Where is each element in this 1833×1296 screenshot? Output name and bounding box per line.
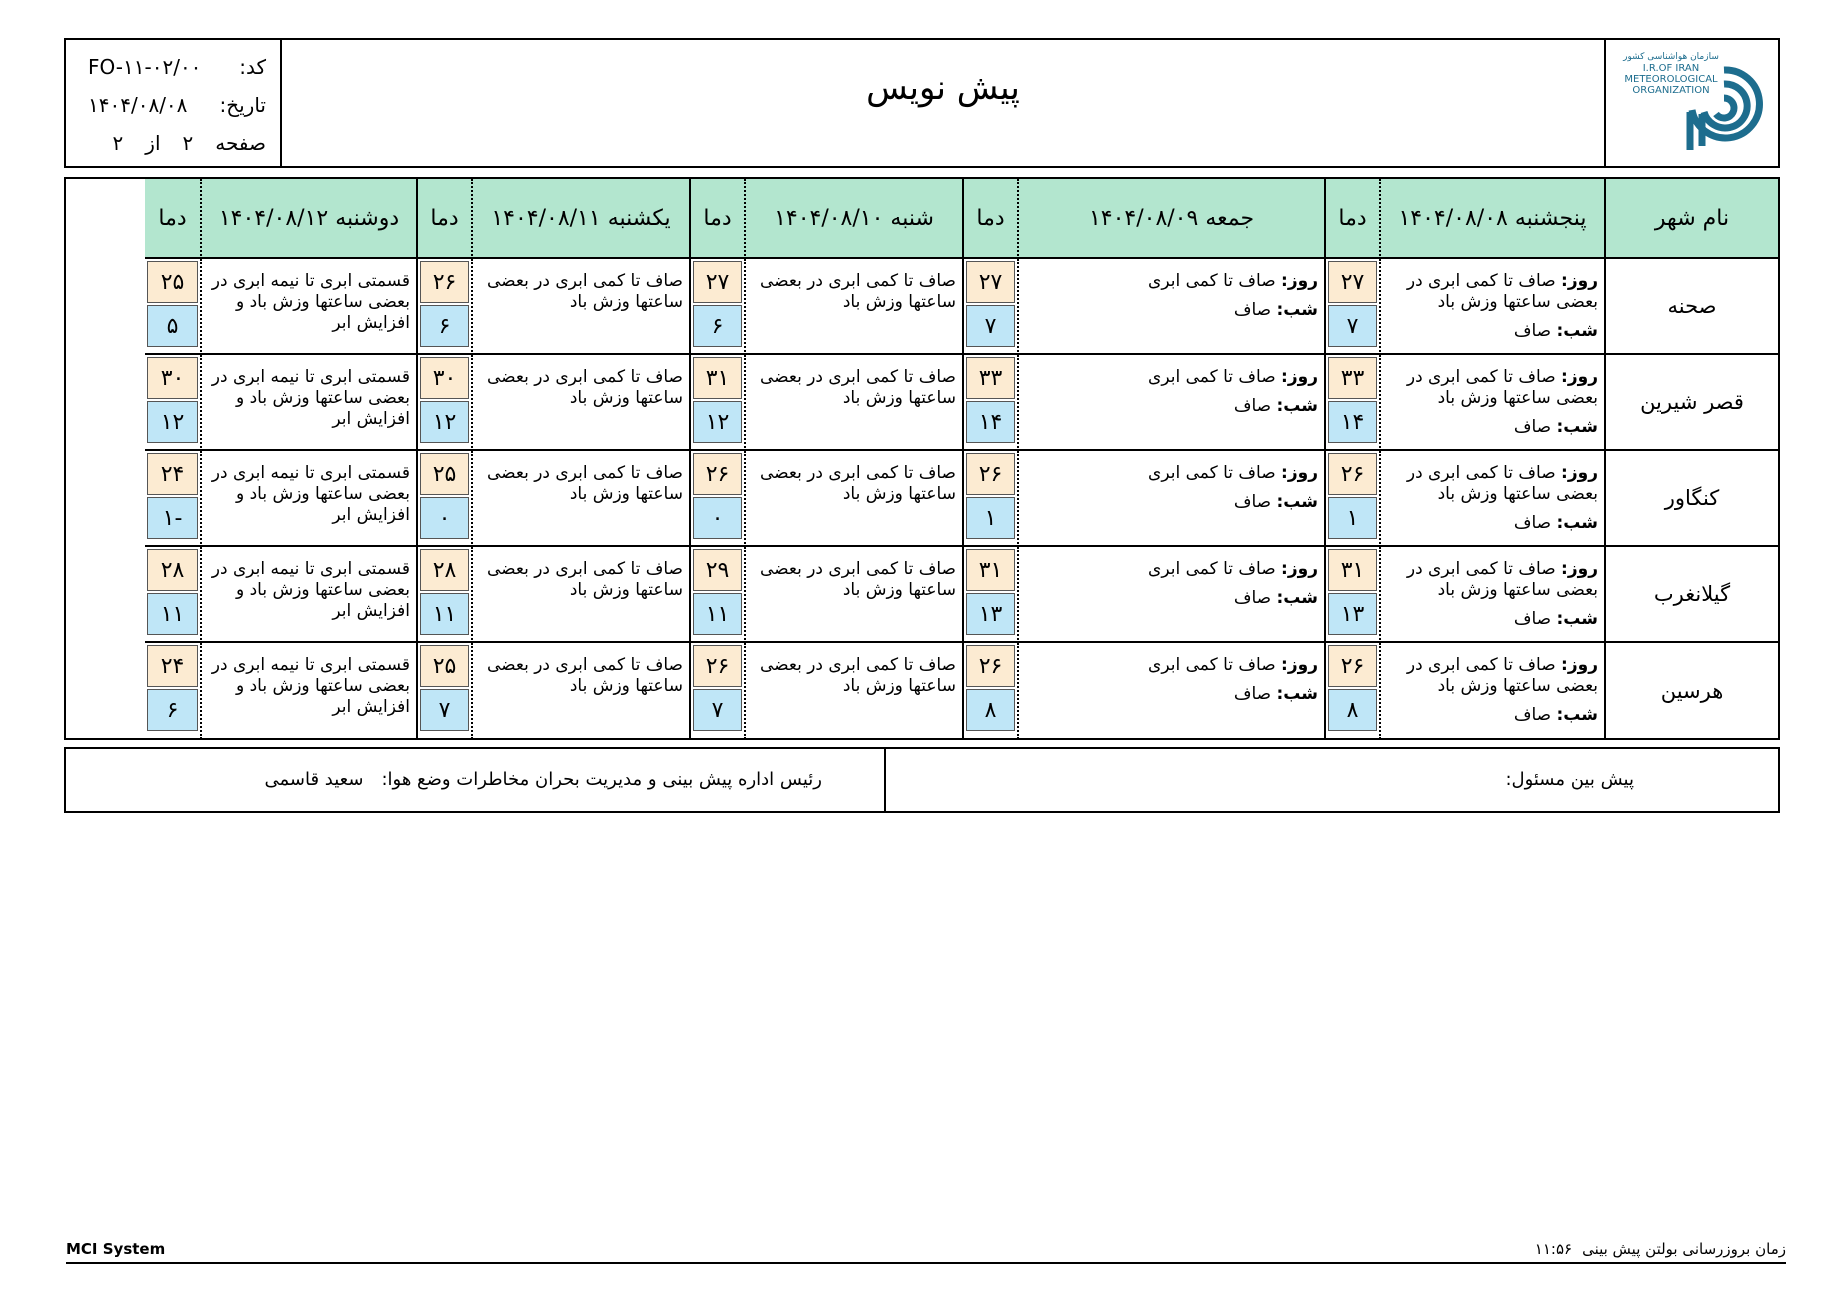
day-forecast: صاف تا کمی ابری در بعضی ساعتها وزش باد bbox=[471, 355, 689, 451]
night-condition-text: صاف bbox=[1233, 684, 1272, 704]
day-forecast bbox=[1379, 547, 1604, 643]
min-temperature: ۱۴ bbox=[1328, 401, 1377, 443]
page-total: ۲ bbox=[112, 131, 124, 155]
temperature-cell bbox=[1324, 643, 1379, 739]
day-condition bbox=[1389, 367, 1598, 409]
day-condition-text: صاف تا کمی ابری در بعضی ساعتها وزش باد bbox=[1406, 559, 1598, 600]
night-condition-text: صاف bbox=[1513, 513, 1552, 533]
night-condition bbox=[1027, 396, 1318, 417]
max-temperature: ۲۴ bbox=[147, 645, 198, 687]
organization-logo bbox=[1604, 40, 1778, 166]
max-temperature: ۳۳ bbox=[1328, 357, 1377, 399]
day-condition-text: صاف تا کمی ابری در بعضی ساعتها وزش باد bbox=[1406, 367, 1598, 408]
max-temperature: ۲۹ bbox=[693, 549, 742, 591]
night-label: شب: bbox=[1276, 588, 1318, 608]
day-forecast bbox=[1379, 259, 1604, 355]
min-temperature: ۱۱ bbox=[420, 593, 469, 635]
temperature-cell bbox=[145, 547, 200, 643]
max-temperature: ۳۱ bbox=[966, 549, 1015, 591]
page-indicator bbox=[88, 124, 266, 162]
night-condition bbox=[1389, 513, 1598, 534]
temperature-cell bbox=[1324, 547, 1379, 643]
night-condition bbox=[1027, 684, 1318, 705]
temperature-cell bbox=[1324, 259, 1379, 355]
night-condition-text: صاف bbox=[1513, 417, 1552, 437]
night-label: شب: bbox=[1276, 396, 1318, 416]
code-label: کد: bbox=[239, 55, 266, 79]
date-label: ۱۴۰۴/۰۸/۱۲ bbox=[218, 205, 329, 231]
city-name: قصر شیرین bbox=[1604, 355, 1778, 451]
min-temperature: ۱۱ bbox=[147, 593, 198, 635]
night-condition bbox=[1027, 588, 1318, 609]
day-column-header bbox=[1379, 179, 1604, 259]
day-condition bbox=[1027, 463, 1318, 484]
night-condition-text: صاف bbox=[1513, 705, 1552, 725]
day-condition-text: صاف تا کمی ابری bbox=[1148, 463, 1276, 483]
night-condition-text: صاف bbox=[1513, 321, 1552, 341]
day-forecast bbox=[1017, 547, 1324, 643]
temperature-cell bbox=[1324, 355, 1379, 451]
weekday-label: پنجشنبه bbox=[1514, 205, 1587, 231]
page-of: از bbox=[145, 131, 161, 155]
temperature-cell bbox=[145, 355, 200, 451]
night-label: شب: bbox=[1276, 684, 1318, 704]
min-temperature: ۱۴ bbox=[966, 401, 1015, 443]
temperature-cell bbox=[962, 451, 1017, 547]
day-condition-text: صاف تا کمی ابری در بعضی ساعتها وزش باد bbox=[1406, 463, 1598, 504]
max-temperature: ۳۱ bbox=[693, 357, 742, 399]
day-condition bbox=[1027, 271, 1318, 292]
temperature-cell bbox=[962, 643, 1017, 739]
max-temperature: ۳۰ bbox=[147, 357, 198, 399]
night-label: شب: bbox=[1556, 513, 1598, 533]
date-label: ۱۴۰۴/۰۸/۰۸ bbox=[1398, 205, 1508, 231]
day-label: روز: bbox=[1561, 463, 1598, 483]
day-column-header bbox=[200, 179, 416, 259]
logo-text-en-2: METEOROLOGICAL bbox=[1624, 74, 1718, 85]
weekday-label: جمعه bbox=[1205, 205, 1255, 231]
day-label: روز: bbox=[1281, 463, 1318, 483]
date-label: ۱۴۰۴/۰۸/۱۰ bbox=[774, 205, 884, 231]
day-label: روز: bbox=[1281, 271, 1318, 291]
date-value: ۱۴۰۴/۰۸/۰۸ bbox=[88, 93, 188, 117]
night-condition bbox=[1027, 300, 1318, 321]
night-condition bbox=[1389, 321, 1598, 342]
max-temperature: ۲۸ bbox=[420, 549, 469, 591]
spiral-logo-icon bbox=[1680, 50, 1768, 158]
temperature-cell bbox=[1324, 451, 1379, 547]
department-head-name: سعید قاسمی bbox=[264, 769, 364, 790]
day-label: روز: bbox=[1561, 271, 1598, 291]
day-condition-text: صاف تا کمی ابری در بعضی ساعتها وزش باد bbox=[1406, 271, 1598, 312]
day-column-header bbox=[471, 179, 689, 259]
max-temperature: ۲۵ bbox=[147, 261, 198, 303]
temperature-cell bbox=[416, 451, 471, 547]
min-temperature: ۶ bbox=[420, 305, 469, 347]
min-temperature: ۰ bbox=[420, 497, 469, 539]
day-column-header bbox=[1017, 179, 1324, 259]
day-condition-text: صاف تا کمی ابری در بعضی ساعتها وزش باد bbox=[1406, 655, 1598, 696]
day-forecast bbox=[1379, 643, 1604, 739]
max-temperature: ۳۰ bbox=[420, 357, 469, 399]
max-temperature: ۲۷ bbox=[966, 261, 1015, 303]
city-column-header: نام شهر bbox=[1604, 179, 1778, 259]
page-footer bbox=[66, 1238, 1786, 1264]
day-label: روز: bbox=[1281, 655, 1318, 675]
day-condition bbox=[1027, 559, 1318, 580]
max-temperature: ۳۱ bbox=[1328, 549, 1377, 591]
min-temperature: ۱۱ bbox=[693, 593, 742, 635]
city-name: صحنه bbox=[1604, 259, 1778, 355]
logo-text-fa: سازمان هواشناسی کشور bbox=[1623, 52, 1719, 62]
day-forecast: صاف تا کمی ابری در بعضی ساعتها وزش باد bbox=[744, 643, 962, 739]
night-condition-text: صاف bbox=[1233, 492, 1272, 512]
min-temperature: ۷ bbox=[1328, 305, 1377, 347]
day-forecast: صاف تا کمی ابری در بعضی ساعتها وزش باد bbox=[744, 451, 962, 547]
night-condition-text: صاف bbox=[1233, 300, 1272, 320]
department-head-label: رئیس اداره پیش بینی و مدیریت بحران مخاطرات وضع هوا: bbox=[381, 769, 822, 790]
day-condition bbox=[1389, 655, 1598, 697]
max-temperature: ۲۶ bbox=[420, 261, 469, 303]
min-temperature: ۱۳ bbox=[966, 593, 1015, 635]
day-forecast: قسمتی ابری تا نیمه ابری در بعضی ساعتها وزش باد و افزایش ابر bbox=[200, 547, 416, 643]
temp-column-header: دما bbox=[416, 179, 471, 259]
day-forecast bbox=[1017, 355, 1324, 451]
min-temperature: ۷ bbox=[693, 689, 742, 731]
min-temperature: ۶ bbox=[147, 689, 198, 731]
min-temperature: ۷ bbox=[966, 305, 1015, 347]
temp-column-header: دما bbox=[1324, 179, 1379, 259]
day-forecast bbox=[1379, 355, 1604, 451]
temperature-cell bbox=[962, 259, 1017, 355]
max-temperature: ۲۷ bbox=[693, 261, 742, 303]
day-forecast: صاف تا کمی ابری در بعضی ساعتها وزش باد bbox=[744, 547, 962, 643]
night-label: شب: bbox=[1276, 492, 1318, 512]
system-name: MCI System bbox=[66, 1240, 166, 1258]
page-word: صفحه bbox=[215, 131, 266, 155]
day-label: روز: bbox=[1281, 559, 1318, 579]
document-header bbox=[64, 38, 1780, 168]
night-condition bbox=[1389, 609, 1598, 630]
min-temperature: ۵ bbox=[147, 305, 198, 347]
max-temperature: ۲۶ bbox=[693, 453, 742, 495]
weekday-label: یکشنبه bbox=[607, 205, 671, 231]
min-temperature: ۰ bbox=[693, 497, 742, 539]
min-temperature: ۱۲ bbox=[420, 401, 469, 443]
day-forecast: قسمتی ابری تا نیمه ابری در بعضی ساعتها وزش باد و افزایش ابر bbox=[200, 355, 416, 451]
code-value: FO-۱۱-۰۲/۰۰ bbox=[88, 55, 202, 79]
temperature-cell bbox=[689, 355, 744, 451]
night-label: شب: bbox=[1556, 609, 1598, 629]
temperature-cell bbox=[416, 547, 471, 643]
night-condition bbox=[1389, 417, 1598, 438]
weekday-label: دوشنبه bbox=[335, 205, 400, 231]
min-temperature: ۸ bbox=[966, 689, 1015, 731]
logo-text-en-3: ORGANIZATION bbox=[1632, 85, 1710, 96]
temp-column-header: دما bbox=[145, 179, 200, 259]
max-temperature: ۲۸ bbox=[147, 549, 198, 591]
max-temperature: ۲۵ bbox=[420, 453, 469, 495]
min-temperature: ۱۳ bbox=[1328, 593, 1377, 635]
max-temperature: ۲۷ bbox=[1328, 261, 1377, 303]
min-temperature: ۱ bbox=[1328, 497, 1377, 539]
day-column-header bbox=[744, 179, 962, 259]
day-label: روز: bbox=[1561, 367, 1598, 387]
night-condition-text: صاف bbox=[1513, 609, 1552, 629]
temperature-cell bbox=[145, 259, 200, 355]
temp-column-header: دما bbox=[689, 179, 744, 259]
day-condition-text: صاف تا کمی ابری bbox=[1148, 559, 1276, 579]
temperature-cell bbox=[145, 451, 200, 547]
temperature-cell bbox=[416, 643, 471, 739]
day-label: روز: bbox=[1561, 655, 1598, 675]
day-condition-text: صاف تا کمی ابری bbox=[1148, 367, 1276, 387]
night-label: شب: bbox=[1276, 300, 1318, 320]
max-temperature: ۲۵ bbox=[420, 645, 469, 687]
temp-column-header: دما bbox=[962, 179, 1017, 259]
day-forecast: قسمتی ابری تا نیمه ابری در بعضی ساعتها وزش باد و افزایش ابر bbox=[200, 451, 416, 547]
city-name: هرسین bbox=[1604, 643, 1778, 739]
day-condition bbox=[1389, 271, 1598, 313]
min-temperature: ۱۲ bbox=[147, 401, 198, 443]
min-temperature: ۶ bbox=[693, 305, 742, 347]
day-forecast bbox=[1017, 643, 1324, 739]
logo-text-en-1: I.R.OF IRAN bbox=[1642, 63, 1700, 74]
night-condition-text: صاف bbox=[1233, 396, 1272, 416]
day-condition bbox=[1027, 367, 1318, 388]
temperature-cell bbox=[962, 355, 1017, 451]
signature-box bbox=[64, 747, 1780, 813]
night-condition bbox=[1389, 705, 1598, 726]
date-label: ۱۴۰۴/۰۸/۱۱ bbox=[491, 205, 601, 231]
max-temperature: ۳۳ bbox=[966, 357, 1015, 399]
night-label: شب: bbox=[1556, 321, 1598, 341]
day-label: روز: bbox=[1561, 559, 1598, 579]
page-title: پیش نویس bbox=[866, 68, 1020, 108]
update-label: زمان بروزرسانی بولتن پیش بینی bbox=[1582, 1240, 1786, 1258]
update-time: ۱۱:۵۶ bbox=[1534, 1240, 1573, 1258]
temperature-cell bbox=[689, 451, 744, 547]
day-forecast: صاف تا کمی ابری در بعضی ساعتها وزش باد bbox=[471, 451, 689, 547]
day-condition-text: صاف تا کمی ابری bbox=[1148, 271, 1276, 291]
night-condition bbox=[1027, 492, 1318, 513]
page-current: ۲ bbox=[182, 131, 194, 155]
min-temperature: ۱ bbox=[966, 497, 1015, 539]
max-temperature: ۲۶ bbox=[1328, 453, 1377, 495]
temperature-cell bbox=[145, 643, 200, 739]
min-temperature: -۱ bbox=[147, 497, 198, 539]
day-forecast bbox=[1017, 451, 1324, 547]
day-forecast: قسمتی ابری تا نیمه ابری در بعضی ساعتها وزش باد و افزایش ابر bbox=[200, 259, 416, 355]
temperature-cell bbox=[962, 547, 1017, 643]
day-forecast: صاف تا کمی ابری در بعضی ساعتها وزش باد bbox=[471, 643, 689, 739]
day-label: روز: bbox=[1281, 367, 1318, 387]
min-temperature: ۸ bbox=[1328, 689, 1377, 731]
document-meta bbox=[66, 40, 282, 166]
max-temperature: ۲۶ bbox=[966, 645, 1015, 687]
day-forecast: صاف تا کمی ابری در بعضی ساعتها وزش باد bbox=[471, 547, 689, 643]
city-name: گیلانغرب bbox=[1604, 547, 1778, 643]
night-label: شب: bbox=[1556, 417, 1598, 437]
night-condition-text: صاف bbox=[1233, 588, 1272, 608]
max-temperature: ۲۶ bbox=[1328, 645, 1377, 687]
day-forecast bbox=[1379, 451, 1604, 547]
forecast-table bbox=[64, 177, 1780, 740]
temperature-cell bbox=[416, 259, 471, 355]
max-temperature: ۲۴ bbox=[147, 453, 198, 495]
forecaster-label: پیش بین مسئول: bbox=[1505, 769, 1634, 790]
min-temperature: ۷ bbox=[420, 689, 469, 731]
day-forecast: صاف تا کمی ابری در بعضی ساعتها وزش باد bbox=[744, 259, 962, 355]
min-temperature: ۱۲ bbox=[693, 401, 742, 443]
night-label: شب: bbox=[1556, 705, 1598, 725]
day-condition-text: صاف تا کمی ابری bbox=[1148, 655, 1276, 675]
date-label: تاریخ: bbox=[219, 93, 266, 117]
day-condition bbox=[1389, 463, 1598, 505]
temperature-cell bbox=[689, 259, 744, 355]
date-label: ۱۴۰۴/۰۸/۰۹ bbox=[1088, 205, 1199, 231]
day-forecast: صاف تا کمی ابری در بعضی ساعتها وزش باد bbox=[471, 259, 689, 355]
day-forecast bbox=[1017, 259, 1324, 355]
city-name: کنگاور bbox=[1604, 451, 1778, 547]
temperature-cell bbox=[416, 355, 471, 451]
max-temperature: ۲۶ bbox=[966, 453, 1015, 495]
day-condition bbox=[1027, 655, 1318, 676]
day-forecast: صاف تا کمی ابری در بعضی ساعتها وزش باد bbox=[744, 355, 962, 451]
temperature-cell bbox=[689, 643, 744, 739]
day-forecast: قسمتی ابری تا نیمه ابری در بعضی ساعتها وزش باد و افزایش ابر bbox=[200, 643, 416, 739]
max-temperature: ۲۶ bbox=[693, 645, 742, 687]
day-condition bbox=[1389, 559, 1598, 601]
temperature-cell bbox=[689, 547, 744, 643]
weekday-label: شنبه bbox=[890, 205, 934, 231]
